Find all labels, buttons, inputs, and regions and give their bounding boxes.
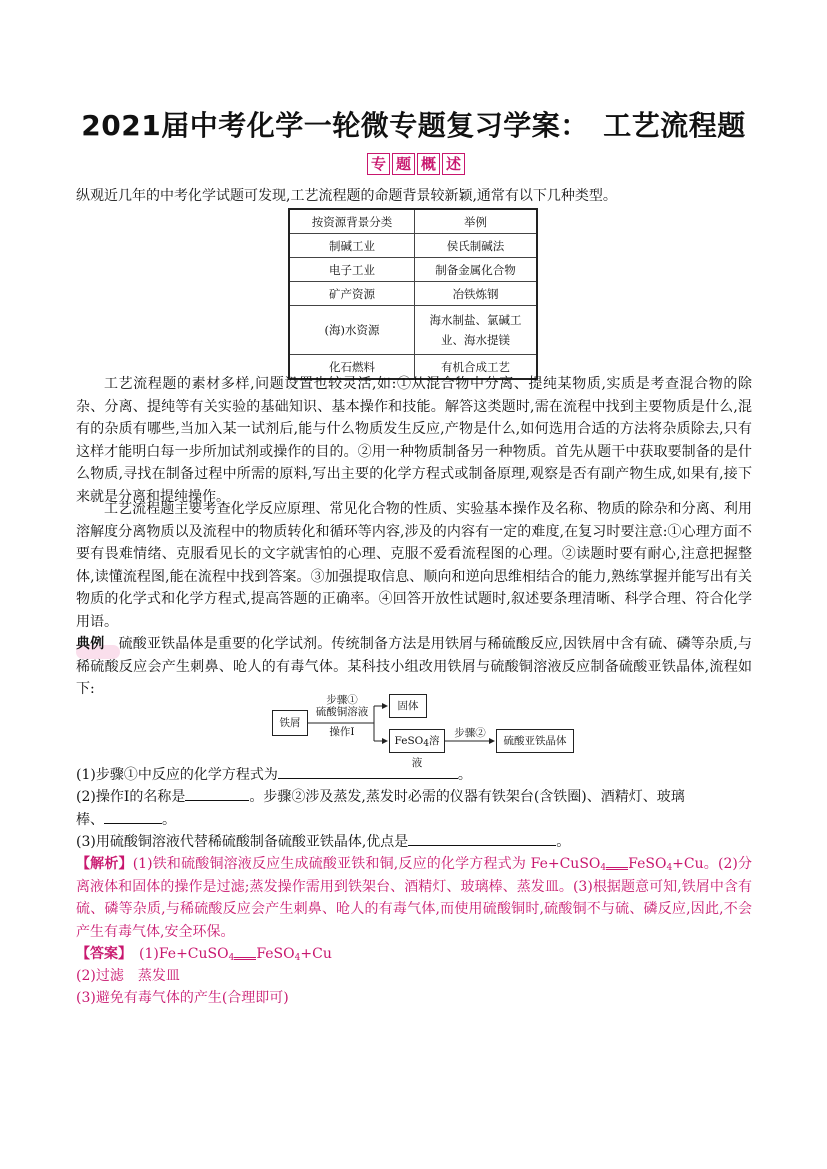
example-text: 硫酸亚铁晶体是重要的化学试剂。传统制备方法是用铁屑与稀硫酸反应,因铁屑中含有硫、磷等杂质,与稀硫酸反应会产生刺鼻、呛人的有毒气体。某科技小组改用铁屑与硫酸铜溶液反应制备硫酸亚铁晶体,流程如下:: [76, 636, 753, 697]
badge-char: 专: [367, 153, 390, 175]
table-header: 举例: [415, 209, 538, 234]
paragraph-2: 工艺流程题主要考查化学反应原理、常见化合物的性质、实验基本操作及名称、物质的除杂和分离、利用溶解度分离物质以及流程中的物质转化和循环等内容,涉及的内容有一定的难度,在复习时要注意:①心理方面不要有畏难情绪、克服看见长的文字就害怕的心理、克服不爱看流程图的心理。②读题时要有耐心,注意把握整体,读懂流程图,能在流程中找到答案。③加强提取信息、顺向和逆向思维相结合的能力,熟练掌握并能写出有关物质的化学式和化学方程式,提高答题的正确率。④回答开放性试题时,叙述要条理清晰、科学合理、符合化学用语。: [76, 501, 752, 630]
page-title: 2021届中考化学一轮微专题复习学案： 工艺流程题: [81, 109, 746, 142]
table-row: [289, 258, 537, 282]
question-2-end: 棒、: [76, 811, 104, 828]
answer-formula: FeSO: [256, 946, 295, 962]
question-3: [76, 831, 752, 854]
flow-step2-label: 步骤②: [454, 727, 486, 739]
table-row: [289, 209, 537, 234]
question-2: [76, 786, 752, 831]
table-row: [289, 306, 537, 355]
table-cell: 制备金属化合物: [415, 258, 538, 282]
badge-char: 述: [442, 153, 465, 175]
answer-line-2: (2)过滤 蒸发皿: [76, 968, 180, 984]
answer-blank: [408, 831, 556, 846]
question-1: [76, 764, 752, 787]
subscript: 4: [294, 953, 301, 963]
analysis-text-continued: +Cu。(2)分离液体和固体的操作是过滤;蒸发操作需用到铁架台、酒精灯、玻璃棒、蒸发皿。(3)根据题意可知,铁屑中含有硫、磷等杂质,与稀硫酸反应会产生刺鼻、呛人的有毒气体,而使用硫酸铜时,硫酸铜不与硫、磷反应,因此,不会产生有毒气体,安全环保。: [76, 856, 752, 940]
analysis-text: (1)铁和硫酸铜溶液反应生成硫酸亚铁和铜,反应的化学方程式为 Fe+CuSO: [132, 856, 601, 872]
question-3-text: (3)用硫酸铜溶液代替稀硫酸制备硫酸亚铁晶体,优点是: [76, 834, 409, 850]
flow-solution-formula: FeSO: [394, 735, 424, 747]
answer-line-3: (3)避免有毒气体的产生(合理即可): [76, 990, 289, 1006]
subscript: 4: [228, 953, 235, 963]
punctuation: 。: [457, 767, 472, 783]
equation-equals: [234, 949, 256, 960]
table-row: [289, 282, 537, 306]
process-flowchart: [272, 692, 582, 769]
section-badge: [367, 153, 467, 175]
table-cell: 制碱工业: [289, 234, 415, 258]
table-header: 按资源背景分类: [289, 209, 415, 234]
table-cell: 矿产资源: [289, 282, 415, 306]
flow-step1-title: 步骤①: [326, 694, 358, 706]
answer-blank: [185, 786, 249, 801]
table-cell: 化石燃料: [289, 355, 415, 380]
resource-table: [288, 208, 538, 380]
punctuation: 。: [556, 834, 571, 850]
question-2-text: (2)操作Ⅰ的名称是: [76, 789, 186, 805]
flow-box-solid: 固体: [389, 694, 427, 718]
subscript: 4: [600, 863, 607, 873]
flow-solution-subscript: 4: [423, 739, 429, 749]
equation-equals: [606, 859, 628, 870]
table-cell: 有机合成工艺: [415, 355, 538, 380]
answer-blank: [104, 809, 162, 824]
answer-blank: [278, 764, 458, 779]
example-label: 典例: [76, 636, 105, 652]
question-1-text: (1)步骤①中反应的化学方程式为: [76, 767, 278, 783]
analysis-formula: FeSO: [628, 856, 667, 872]
table-cell: 侯氏制碱法: [415, 234, 538, 258]
analysis-paragraph: [76, 853, 752, 943]
flow-solution-text: 溶液: [411, 735, 440, 769]
flow-step1-reagent: 硫酸铜溶液: [315, 706, 369, 718]
paragraph-1: 工艺流程题的素材多样,问题设置也较灵活,如:①从混合物中分离、提纯某物质,实质是考查混合物的除杂、分离、提纯等有关实验的基础知识、基本操作和技能。解答这类题时,需在流程中找到主要物质是什么,混有的杂质有哪些,当加入某一试剂后,能与什么物质发生反应,产物是什么,如何选用合适的方法将杂质除去,只有这样才能明白每一步所加试剂或操作的目的。②用一种物质制备另一种物质。首先从题干中获取要制备的是什么物质,寻找在制备过程中所需的原料,写出主要的化学方程式或制备原理,观察是否有副产物生成,如果有,接下来就是分离和提纯操作。: [76, 376, 752, 505]
answer-text-end: +Cu: [300, 946, 332, 962]
flow-operation-label: 操作Ⅰ: [329, 726, 355, 738]
flow-box-solution: [389, 729, 445, 769]
subscript: 4: [666, 863, 673, 873]
analysis-label: 【解析】: [76, 856, 133, 872]
table-cell: 冶铁炼钢: [415, 282, 538, 306]
example-paragraph: [76, 633, 752, 701]
answer-line-1: [76, 943, 752, 966]
table-cell: 电子工业: [289, 258, 415, 282]
punctuation: 。: [162, 811, 176, 828]
table-row: [289, 234, 537, 258]
answer-text: (1)Fe+CuSO: [139, 946, 229, 962]
flow-step1-label: [312, 694, 372, 718]
flow-box-product: 硫酸亚铁晶体: [496, 729, 574, 753]
question-2-continued: 。步骤②涉及蒸发,蒸发时必需的仪器有铁架台(含铁圈)、酒精灯、玻璃: [249, 789, 685, 805]
answer-label: 【答案】: [76, 946, 125, 962]
flow-box-iron-filings: 铁屑: [272, 710, 308, 736]
badge-char: 概: [417, 153, 440, 175]
table-cell: 海水制盐、氯碱工业、海水提镁: [415, 306, 538, 355]
intro-text: 纵观近几年的中考化学试题可发现,工艺流程题的命题背景较新颖,通常有以下几种类型。: [76, 188, 617, 204]
badge-char: 题: [392, 153, 415, 175]
table-cell: (海)水资源: [289, 306, 415, 355]
